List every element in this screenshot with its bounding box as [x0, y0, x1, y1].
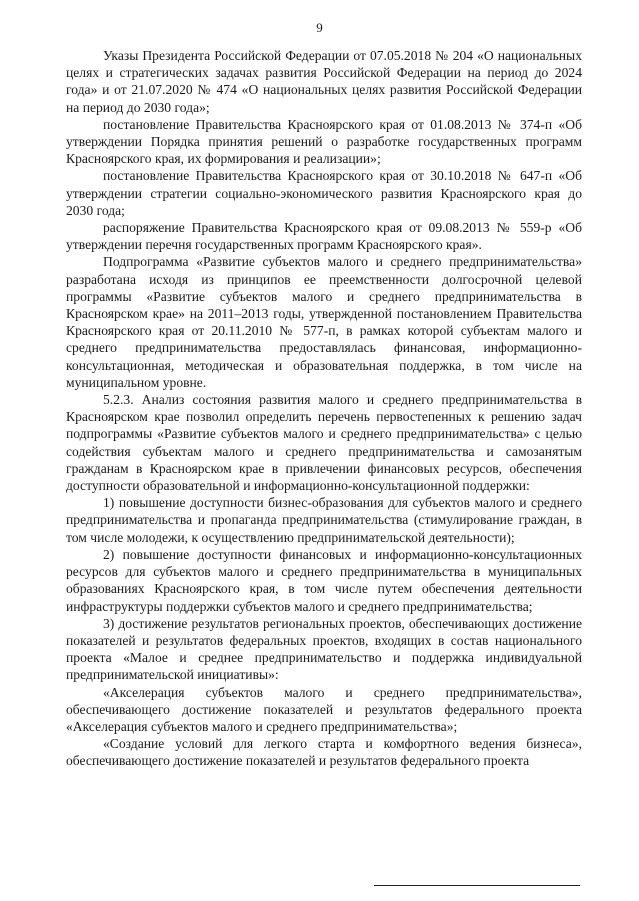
document-body: [66, 47, 582, 770]
paragraph-presidential-decrees: Указы Президента Российской Федерации от 07.05.2018 № 204 «О национальных целях и стратегических задачах развития Российской Федерации на период до 2024 года» и от 21.07.2020 № 474 «О национальных целях развития Российской Федерации на период до 2030 года»;: [66, 48, 582, 115]
paragraph-order-559r: распоряжение Правительства Красноярского края от 09.08.2013 № 559-р «Об утверждении перечня государственных программ Красноярского края».: [66, 220, 582, 253]
project-easy-start: «Создание условий для легкого старта и комфортного ведения бизнеса», обеспечивающего достижение показателей и результатов федерального проекта: [66, 736, 582, 769]
list-item-2: 2) повышение доступности финансовых и информационно-консультационных ресурсов для субъектов малого и среднего предпринимательства в муниципальных образованиях Красноярского края, в том числе путем обеспечения деятельности инфраструктуры поддержки субъектов малого и среднего предпринимательства;: [66, 546, 582, 614]
paragraph-resolution-374p: постановление Правительства Красноярского края от 01.08.2013 № 374-п «Об утверждении Порядка принятия решений о разработке государственных программ Красноярского края, их формирования и реализации»;: [66, 116, 582, 167]
project-acceleration: «Акселерация субъектов малого и среднего предпринимательства», обеспечивающего достижение показателей и результатов федерального проекта «Акселерация субъектов малого и среднего предпринимательства»;: [66, 684, 582, 734]
paragraph-resolution-647p: постановление Правительства Красноярского края от 30.10.2018 № 647-п «Об утверждении стратегии социально-экономического развития Красноярского края до 2030 года;: [66, 168, 582, 218]
paragraph-section-5-2-3: 5.2.3. Анализ состояния развития малого и среднего предпринимательства в Красноярском крае позволил определить перечень первостепенных к решению задач подпрограммы «Развитие субъектов малого и среднего предпринимательства» с целью содействия субъектам малого и среднего предпринимательства и самозанятым гражданам в Красноярском крае в привлечении финансовых ресурсов, обеспечения доступности образовательной и информационно-консультационной поддержки:: [66, 392, 582, 494]
list-item-1: 1) повышение доступности бизнес-образования для субъектов малого и среднего предпринимательства и пропаганда предпринимательства (стимулирование граждан, в том числе молодежи, к осуществлению предпринимательской деятельности);: [66, 495, 582, 545]
page-number: 9: [316, 20, 323, 35]
footer-rule: [374, 885, 580, 886]
paragraph-subprogram-description: Подпрограмма «Развитие субъектов малого и среднего предпринимательства» разработана исходя из принципов ее преемственности долгосрочной целевой программы «Развитие субъектов малого и среднего предпринимательства в Красноярском крае» на 2011–2013 годы, утвержденной постановлением Правительства Красноярского края от 20.11.2010 № 577-п, в рамках которой субъектам малого и среднего предпринимательства предоставлялась финансовая, информационно-консультационная, методическая и образовательная поддержка, в том числе на муниципальном уровне.: [66, 254, 582, 390]
list-item-3: 3) достижение результатов региональных проектов, обеспечивающих достижение показателей и результатов федеральных проектов, входящих в состав национального проекта «Малое и среднее предпринимательство и поддержка индивидуальной предпринимательской инициативы»:: [66, 615, 582, 683]
